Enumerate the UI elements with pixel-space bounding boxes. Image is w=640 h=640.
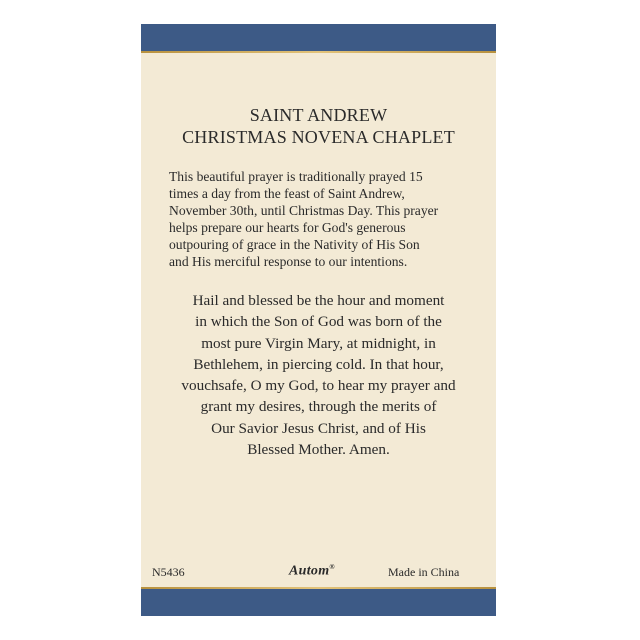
brand-logo xyxy=(289,563,335,580)
prayer-line: grant my desires, through the merits of xyxy=(200,398,437,416)
country-of-origin: Made in China xyxy=(388,565,460,579)
intro-paragraph xyxy=(169,168,469,270)
registered-mark: ® xyxy=(329,563,335,571)
intro-line: outpouring of grace in the Nativity of His Son xyxy=(169,237,420,252)
card-footer xyxy=(141,563,496,583)
intro-line: and His merciful response to our intentions. xyxy=(169,254,408,269)
prayer-line: Hail and blessed be the hour and moment xyxy=(192,292,445,309)
intro-line: This beautiful prayer is traditionally prayed 15 xyxy=(169,169,423,184)
prayer-card xyxy=(141,24,496,616)
prayer-line: in which the Son of God was born of the xyxy=(195,313,442,331)
intro-line: November 30th, until Christmas Day. This prayer xyxy=(169,203,439,218)
prayer-line: Our Savior Jesus Christ, and of His xyxy=(211,419,426,437)
intro-line: helps prepare our hearts for God's generous xyxy=(169,220,406,235)
top-blue-band xyxy=(141,24,496,51)
product-code: N5436 xyxy=(152,565,185,579)
prayer-line: Bethlehem, in piercing cold. In that hour, xyxy=(193,355,444,373)
prayer-text xyxy=(141,290,496,460)
title-line: SAINT ANDREW xyxy=(249,105,388,125)
top-gold-stripe xyxy=(141,51,496,53)
title-line: CHRISTMAS NOVENA CHAPLET xyxy=(182,127,455,147)
bottom-blue-band xyxy=(141,589,496,616)
prayer-line: Blessed Mother. Amen. xyxy=(247,441,390,459)
intro-line: times a day from the feast of Saint Andrew, xyxy=(169,186,405,201)
brand-name: Autom xyxy=(289,563,330,579)
prayer-line: most pure Virgin Mary, at midnight, in xyxy=(201,334,436,352)
card-title xyxy=(141,104,496,148)
prayer-line: vouchsafe, O my God, to hear my prayer and xyxy=(181,377,456,395)
